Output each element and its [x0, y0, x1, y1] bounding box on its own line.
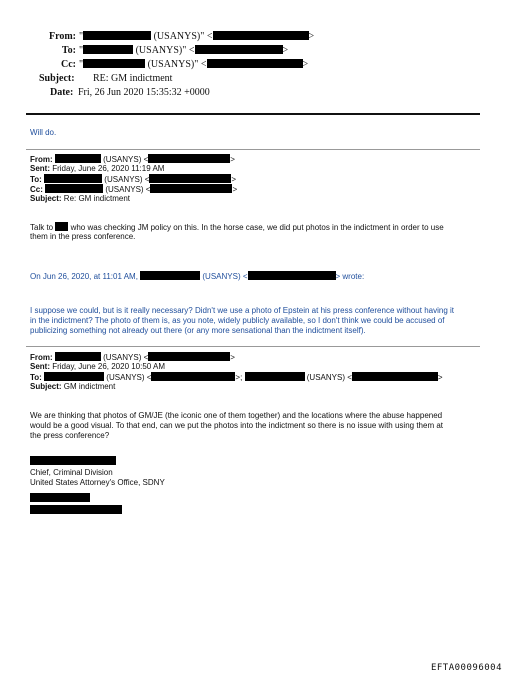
redaction-bar — [213, 31, 309, 40]
redaction-bar — [44, 372, 104, 381]
msg1-subject-row: Subject: Re: GM indictment — [30, 194, 131, 203]
header-subject-value: RE: GM indictment — [93, 73, 173, 84]
redaction-bar — [55, 154, 101, 163]
header-cc-value: " (USANYS)" < > — [79, 59, 309, 70]
message-divider — [26, 149, 480, 150]
msg2-body-line: would be a good visual. To that end, can we put the photos into the indictment so there is no issue with using them at — [30, 421, 443, 430]
message-divider — [26, 346, 480, 347]
message-1-header — [30, 154, 480, 204]
redaction-bar — [195, 45, 283, 54]
signature-title: Chief, Criminal Division — [30, 468, 113, 477]
redaction-bar — [352, 372, 438, 381]
msg1-to-row: To: (USANYS) < > — [30, 175, 237, 184]
redaction-bar — [83, 59, 145, 68]
msg1-from-row: From: (USANYS) < > — [30, 155, 235, 164]
msg2-body-line: the press conference? — [30, 431, 110, 440]
quoted-message — [30, 306, 480, 336]
redaction-bar — [30, 493, 90, 502]
msg2-to-row: To: (USANYS) < >; (USANYS) < > — [30, 373, 443, 382]
quote-line: publicizing something not already out there (or any more sensational than the indictment itself). — [30, 326, 366, 335]
msg2-body-line: We are thinking that photos of GM/JE (the iconic one of them together) and the locations where the abuse happened — [30, 411, 443, 420]
redaction-bar — [55, 222, 68, 231]
signature-office: United States Attorney's Office, SDNY — [30, 478, 165, 487]
redaction-bar — [207, 59, 303, 68]
message-1-body — [30, 222, 480, 242]
header-from-label: From: — [48, 31, 76, 42]
msg1-sent-row: Sent: Friday, June 26, 2020 11:19 AM — [30, 164, 165, 173]
header-cc-row — [0, 58, 512, 72]
message-2-body — [30, 411, 480, 441]
header-date-row — [0, 86, 512, 100]
redaction-bar — [151, 372, 235, 381]
reply-text: Will do. — [30, 128, 57, 137]
email-header — [0, 30, 512, 100]
header-from-row — [0, 30, 512, 44]
msg1-body-line: them in the press conference. — [30, 232, 136, 241]
redaction-bar — [55, 352, 101, 361]
redaction-bar — [30, 456, 116, 465]
reply-body — [30, 128, 480, 138]
redaction-bar — [149, 174, 231, 183]
quote-line: in the indictment? The photo of them is, as you note, widely publicly available, so I don't think we could be accused of — [30, 316, 445, 325]
redaction-bar — [148, 154, 230, 163]
redaction-bar — [44, 174, 102, 183]
redaction-bar — [248, 271, 336, 280]
msg2-sent-row: Sent: Friday, June 26, 2020 10:50 AM — [30, 362, 166, 371]
header-to-row — [0, 44, 512, 58]
msg2-from-row: From: (USANYS) < > — [30, 353, 235, 362]
header-to-value: " (USANYS)" < > — [79, 45, 289, 56]
header-date-label: Date: — [50, 87, 74, 98]
quote-line: I suppose we could, but is it really necessary? Didn't we use a photo of Epstein at his press conference without having it — [30, 306, 454, 315]
redaction-bar — [30, 505, 122, 514]
msg1-body-line: Talk to who was checking JM policy on this. In the horse case, we did put photos in the indictment in order to use — [30, 223, 444, 232]
msg2-subject-row: Subject: GM indictment — [30, 382, 116, 391]
header-to-label: To: — [61, 45, 76, 56]
signature-block — [30, 456, 480, 514]
msg1-cc-row: Cc: (USANYS) < > — [30, 185, 238, 194]
header-date-value: Fri, 26 Jun 2020 15:35:32 +0000 — [78, 87, 210, 98]
header-from-value: " (USANYS)" < > — [79, 31, 315, 42]
header-subject-label: Subject: — [39, 73, 75, 84]
message-2-header — [30, 352, 480, 392]
redaction-bar — [83, 45, 133, 54]
redaction-bar — [245, 372, 305, 381]
redaction-bar — [148, 352, 230, 361]
redaction-bar — [140, 271, 200, 280]
header-subject-row — [0, 72, 512, 86]
redaction-bar — [83, 31, 151, 40]
redaction-bar — [45, 184, 103, 193]
redaction-bar — [150, 184, 232, 193]
bates-number: EFTA00096004 — [430, 663, 502, 673]
header-cc-label: Cc: — [61, 59, 76, 70]
header-divider — [26, 113, 480, 115]
quote-intro: On Jun 26, 2020, at 11:01 AM, (USANYS) < > wrote: — [30, 272, 365, 281]
